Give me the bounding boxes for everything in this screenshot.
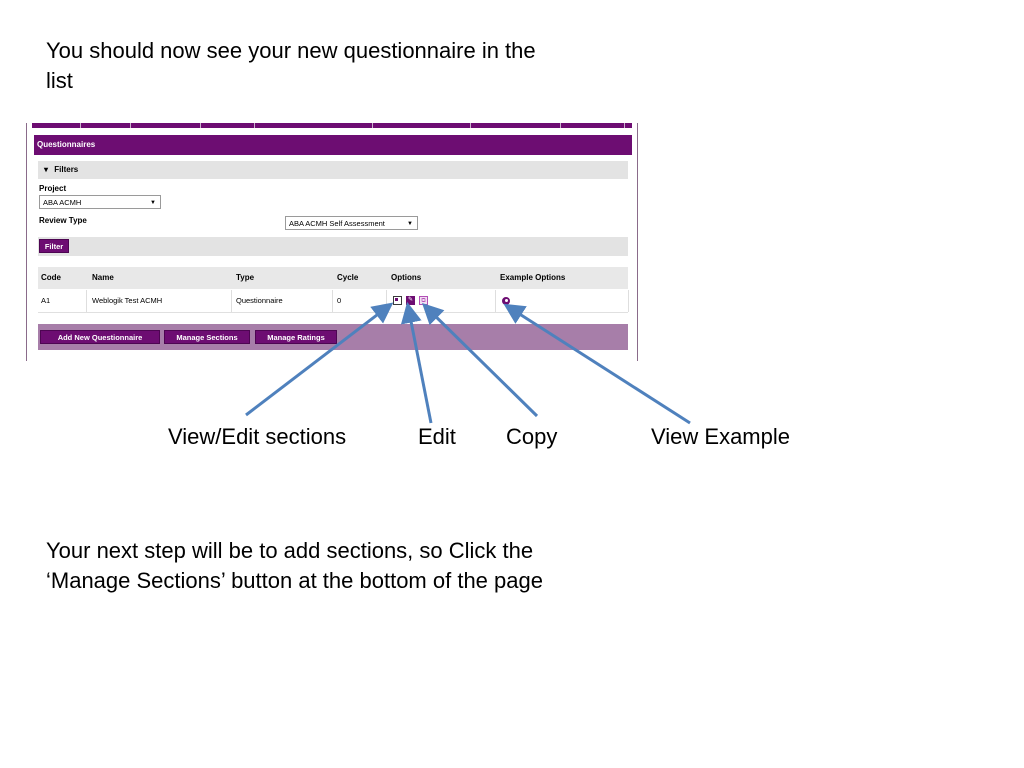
header-cycle: Cycle <box>337 273 359 282</box>
row-name: Weblogik Test ACMH <box>92 296 163 305</box>
review-type-label: Review Type <box>39 216 87 225</box>
project-label: Project <box>39 184 67 193</box>
arrow-edit <box>408 306 431 423</box>
manage-ratings-button[interactable]: Manage Ratings <box>255 330 337 344</box>
row-code: A1 <box>41 296 51 305</box>
callout-view-example: View Example <box>651 424 790 449</box>
manage-sections-button[interactable]: Manage Sections <box>164 330 250 344</box>
panel-title: Questionnaires <box>34 135 632 155</box>
intro-text: You should now see your new questionnaire in the list <box>46 38 536 93</box>
project-select-value: ABA ACMH <box>43 198 82 207</box>
review-type-select-value: ABA ACMH Self Assessment <box>289 219 385 228</box>
arrow-view-example <box>507 306 690 423</box>
chevron-down-icon: ▼ <box>150 200 156 206</box>
callout-view-edit-sections: View/Edit sections <box>168 424 347 449</box>
arrow-copy <box>425 306 537 416</box>
callout-edit: Edit <box>418 424 456 449</box>
copy-icon[interactable]: ⧉ <box>419 296 428 305</box>
header-type: Type <box>236 273 255 282</box>
filter-button[interactable]: Filter <box>39 239 69 253</box>
filters-label: Filters <box>54 165 79 174</box>
callout-copy: Copy <box>506 424 558 449</box>
header-example-options: Example Options <box>500 273 566 282</box>
caret-down-icon: ▾ <box>44 165 49 174</box>
next-step-text: Your next step will be to add sections, so Click the ‘Manage Sections’ button at the bottom of the page <box>46 538 543 593</box>
add-new-questionnaire-button[interactable]: Add New Questionnaire <box>40 330 160 344</box>
header-name: Name <box>92 273 114 282</box>
arrow-view-edit-sections <box>246 305 390 415</box>
row-cycle: 0 <box>337 296 342 305</box>
edit-pencil-icon[interactable]: ✎ <box>407 297 414 303</box>
header-options: Options <box>391 273 422 282</box>
header-code: Code <box>41 273 61 282</box>
row-type: Questionnaire <box>236 296 283 305</box>
chevron-down-icon: ▼ <box>407 221 413 227</box>
